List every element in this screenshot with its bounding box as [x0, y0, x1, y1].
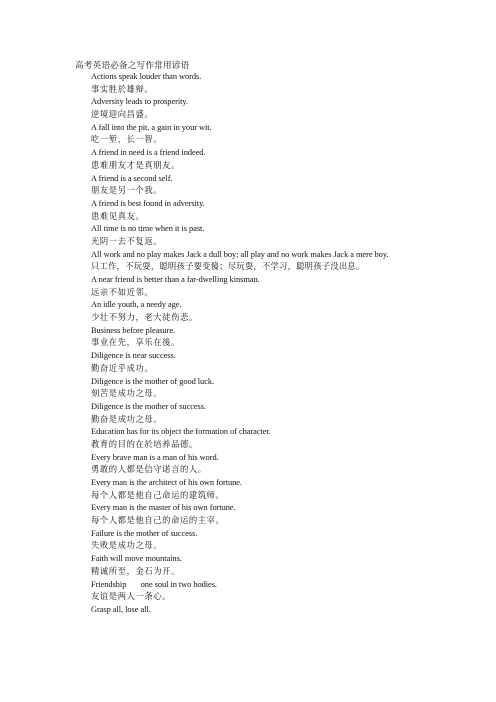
- proverb-chinese: 少壮不努力，老大徒伤悲。: [91, 313, 198, 323]
- proverb-chinese: 患难见真友。: [91, 211, 145, 221]
- proverb-english: Every brave man is a man of his word.: [91, 452, 219, 462]
- proverb-english: A near friend is better than a far-dwelling kinsman.: [91, 275, 260, 284]
- document-title: 高考英语必备之写作常用谚语: [75, 60, 190, 70]
- proverb-chinese: 光阴一去不复返。: [91, 236, 163, 246]
- proverb-chinese: 每个人都是他自己的命运的主宰。: [91, 516, 225, 526]
- proverb-english: A friend is best found in adversity.: [91, 198, 205, 208]
- proverb-chinese: 勇敢的人都是信守诺言的人。: [91, 465, 207, 475]
- proverb-chinese: 每个人都是他自己命运的建筑师。: [91, 490, 225, 500]
- proverb-chinese: 事实胜於雄辩。: [91, 84, 154, 94]
- proverb-english: All time is no time when it is past.: [91, 224, 205, 234]
- proverb-chinese: 失败是成功之母。: [91, 541, 163, 551]
- proverb-english: Every man is the architect of his own fortune.: [91, 478, 242, 487]
- proverb-chinese: 精诚所至，金石为开。: [91, 566, 180, 576]
- proverb-english: Business before pleasure.: [91, 325, 176, 335]
- proverb-english: An idle youth, a needy age.: [91, 300, 182, 310]
- proverb-chinese: 只工作，不玩耍，聪明孩子要变傻；尽玩耍，不学习，聪明孩子没出息。: [91, 262, 365, 272]
- proverb-english: Friendship one soul in two bodies.: [91, 579, 217, 589]
- proverb-chinese: 患难朋友才是真朋友。: [91, 160, 180, 170]
- proverb-english: Actions speak louder than words.: [91, 72, 202, 81]
- proverb-english: Every man is the master of his own fortune.: [91, 503, 236, 513]
- proverb-english: Diligence is near success.: [91, 351, 176, 361]
- proverb-chinese: 刻苦是成功之母。: [91, 389, 163, 399]
- proverb-chinese: 吃一堑，长一智。: [91, 135, 163, 145]
- proverb-english: Education has for its object the formation of character.: [91, 427, 271, 437]
- proverb-english: Diligence is the mother of good luck.: [91, 376, 215, 386]
- proverb-english: Diligence is the mother of success.: [91, 401, 207, 411]
- proverb-english: A friend is a second self.: [91, 173, 173, 183]
- proverb-chinese: 教育的目的在於培养品德。: [91, 439, 198, 449]
- proverb-chinese: 朋友是另一个我。: [91, 186, 163, 196]
- proverb-chinese: 勤奋是成功之母。: [91, 414, 163, 424]
- proverb-english: A fall into the pit, a gain in your wit.: [91, 122, 212, 132]
- proverb-chinese: 远亲不如近邻。: [91, 287, 154, 297]
- proverb-chinese: 事业在先，享乐在後。: [91, 338, 180, 348]
- proverb-english: Failure is the mother of success.: [91, 528, 198, 538]
- proverb-chinese: 友谊是两人一条心。: [91, 592, 172, 602]
- proverb-list: [91, 71, 491, 617]
- proverb-chinese: 逆境迎向昌盛。: [91, 110, 154, 120]
- proverb-english: All work and no play makes Jack a dull boy; all play and no work makes Jack a mere boy.: [91, 249, 389, 259]
- proverb-english: A friend in need is a friend indeed.: [91, 148, 206, 158]
- proverb-chinese: 勤奋近乎成功。: [91, 363, 154, 373]
- proverb-english: Adversity leads to prosperity.: [91, 97, 189, 107]
- proverb-english: Faith will move mountains.: [91, 554, 182, 564]
- proverb-english: Grasp all, lose all.: [91, 604, 151, 614]
